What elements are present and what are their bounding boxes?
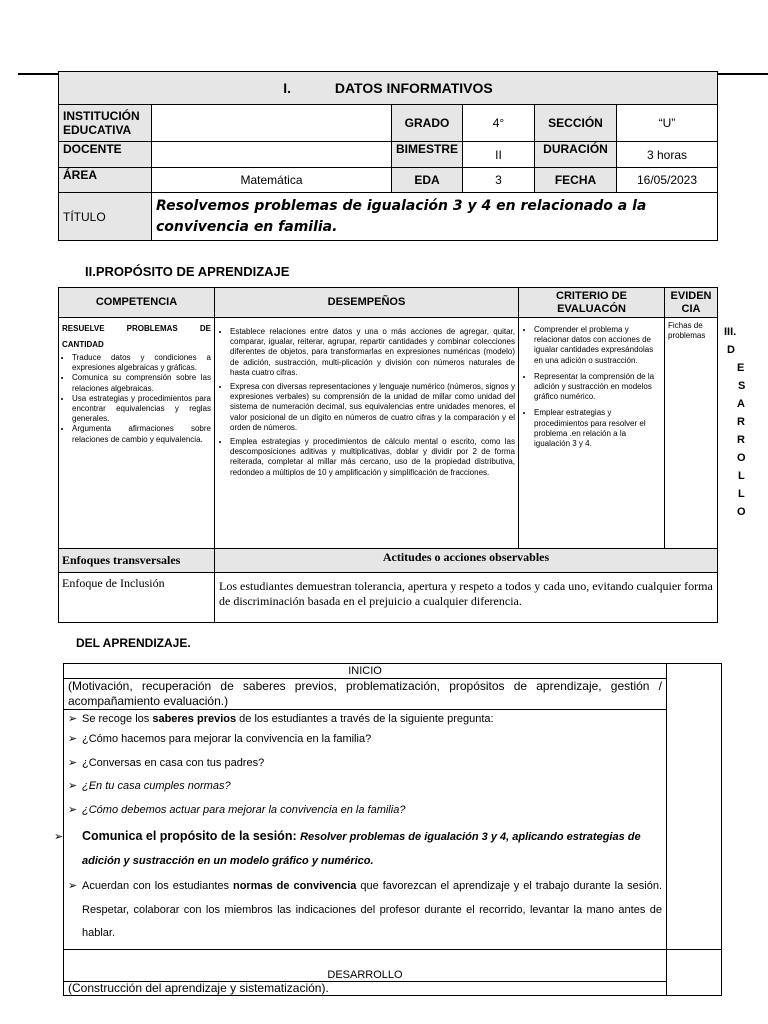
proposito-heading: II.PROPÓSITO DE APRENDIZAJE [85, 264, 290, 279]
datos-informativos-table [58, 71, 718, 241]
competencia-item: • Usa estrategias y procedimientos para encontrar equivalencias y reglas generales. [72, 394, 211, 425]
desarrollo-label: DESARROLLO [64, 950, 667, 982]
criterio-cell [519, 318, 665, 549]
bimestre-label: BIMESTRE [392, 142, 463, 168]
side-letter: R [737, 434, 745, 446]
side-letter: R [737, 416, 745, 428]
area-label: ÁREA [59, 168, 152, 193]
arrow-bullet-icon: ➢ [68, 803, 78, 816]
actitud-value: Los estudiantes demuestran tolerancia, apertura y respeto a todos y cada uno, evitando cualquier forma de discriminación basada en el prejuicio a cualquier diferencia. [215, 573, 718, 623]
institucion-value [152, 105, 392, 142]
competencia-title: RESUELVE PROBLEMAS DE CANTIDAD [62, 324, 211, 349]
col-criterio: CRITERIO DE EVALUACÓN [519, 288, 665, 318]
question-2: ¿Conversas en casa con tus padres? [82, 756, 265, 769]
side-letter: O [737, 452, 746, 464]
seccion-value: “U” [617, 105, 718, 142]
eda-value: 3 [463, 168, 535, 193]
question-3: ¿En tu casa cumples normas? [82, 780, 231, 792]
inicio-side-cell [667, 664, 722, 950]
saberes-post: de los estudiantes a través de la siguiente pregunta: [236, 713, 494, 725]
arrow-bullet-icon: ➢ [68, 733, 78, 745]
col-desempenos: DESEMPEÑOS [215, 288, 519, 318]
grado-value: 4° [463, 105, 535, 142]
competencia-item: • Comunica su comprensión sobre las relaciones algebraicas. [72, 373, 211, 393]
arrow-bullet-icon: ➢ [68, 713, 78, 725]
desempeno-item: • Emplea estrategias y procedimientos de cálculo mental o escrito, como las descomposiciones aditivas y multiplicativas, doblar y dividir por 2 de forma reiterada, completar al millar más cercano, uso de la propiedad distributiva, redondeo a múltiplos de 10 y amplificación y simplificación de fracciones. [230, 437, 515, 478]
area-value: Matemática [152, 168, 392, 193]
competencia-item: • Argumenta afirmaciones sobre relaciones de cambio y equivalencia. [72, 424, 211, 444]
del-aprendizaje-heading: DEL APRENDIZAJE. [76, 636, 191, 650]
datos-title [59, 72, 718, 105]
arrow-bullet-icon: ➢ [54, 831, 64, 843]
grado-label: GRADO [392, 105, 463, 142]
proposito-table [58, 287, 718, 623]
datos-title-text: DATOS INFORMATIVOS [334, 80, 493, 96]
enfoque-value: Enfoque de Inclusión [59, 573, 215, 623]
desarrollo-side-cell [667, 950, 722, 996]
proposito-label: Comunica el propósito de la sesión: [82, 829, 301, 843]
inicio-content [54, 710, 667, 950]
desempenos-cell [215, 318, 519, 549]
normas-bold: normas de convivencia [232, 880, 357, 892]
inicio-label: INICIO [64, 664, 667, 679]
docente-label: DOCENTE [59, 142, 152, 168]
side-letter: L [738, 488, 745, 500]
criterio-item: • Comprender el problema y relacionar datos con acciones de igualar cantidades expresándolas en una adición o sustracción. [534, 325, 661, 366]
titulo-label: TÍTULO [59, 193, 152, 241]
saberes-bold: saberes previos [152, 713, 237, 725]
arrow-bullet-icon: ➢ [68, 780, 78, 792]
side-letter: L [738, 470, 745, 482]
desempeno-item: • Establece relaciones entre datos y una o más acciones de agregar, quitar, comparar, igualar, reiterar, agrupar, repartir cantidades y combinar colecciones diferentes de objetos, para transformarlas en expresiones numéricas (modelo) de adición, sustracción, multi-plicación y división con números naturales de hasta cuatro cifras. [230, 327, 515, 378]
side-letter: O [737, 506, 746, 518]
actitudes-label: Actitudes o acciones observables [215, 549, 718, 573]
side-heading-number: III. [724, 326, 737, 338]
fecha-value: 16/05/2023 [617, 168, 718, 193]
inicio-subtitle: (Motivación, recuperación de saberes previos, problematización, propósitos de aprendizaje, gestión / acompañamiento evaluación.) [64, 679, 667, 710]
question-1: ¿Cómo hacemos para mejorar la convivencia en la familia? [82, 733, 372, 745]
competencia-item: • Traduce datos y condiciones a expresiones algebraicas y gráficas. [72, 353, 211, 373]
duracion-label: DURACIÓN [535, 142, 617, 168]
desarrollo-subtitle: (Construcción del aprendizaje y sistematización). [64, 982, 667, 996]
side-letter: S [738, 380, 746, 392]
titulo-value: Resolvemos problemas de igualación 3 y 4 en relacionado a la convivencia en familia. [152, 193, 718, 241]
criterio-item: • Emplear estrategias y procedimientos para resolver el problema .en relación a la igualación 3 y 4. [534, 408, 661, 449]
saberes-pre: Se recoge los [82, 713, 153, 725]
side-letter: D [727, 344, 735, 356]
arrow-bullet-icon: ➢ [68, 756, 78, 769]
competencia-cell [59, 318, 215, 549]
docente-value [152, 142, 392, 168]
col-evidencia: EVIDEN CIA [665, 288, 718, 318]
question-4: ¿Cómo debemos actuar para mejorar la convivencia en la familia? [82, 803, 406, 816]
col-competencia: COMPETENCIA [59, 288, 215, 318]
criterio-item: • Representar la comprensión de la adición y sustracción en modelos gráfico numérico. [534, 372, 661, 403]
seccion-label: SECCIÓN [535, 105, 617, 142]
normas-post: que favorezcan el aprendizaje y el trabajo durante la sesión. Respetar, colaborar con los miembros las indicaciones del profesor durante el recorrido, levantar la mano antes de hablar. [82, 880, 662, 939]
secuencia-table [54, 663, 722, 996]
fecha-label: FECHA [535, 168, 617, 193]
institucion-label: INSTITUCIÓN EDUCATIVA [59, 105, 152, 142]
arrow-bullet-icon: ➢ [68, 880, 78, 892]
enfoques-label: Enfoques transversales [59, 549, 215, 573]
eda-label: EDA [392, 168, 463, 193]
side-letter: A [737, 398, 745, 410]
proposito-text: Resolver problemas de igualación 3 y 4, aplicando estrategias de adición y sustracción en un modelo gráfico y numérico. [82, 831, 641, 867]
evidencia-cell: Fichas de problemas [665, 318, 718, 549]
desempeno-item: • Expresa con diversas representaciones y lenguaje numérico (números, signos y expresiones verbales) su comprensión de la unidad de millar como unidad del sistema de numeración decimal, sus equivalencias entre unidades menores, el valor posicional de un dígito en números de cuatro cifras y la comparación y el orden de números. [230, 382, 515, 433]
duracion-value: 3 horas [617, 142, 718, 168]
side-letter: E [737, 362, 745, 374]
normas-pre: Acuerdan con los estudiantes [82, 880, 233, 892]
datos-title-number: I. [283, 80, 292, 96]
bimestre-value: II [463, 142, 535, 168]
